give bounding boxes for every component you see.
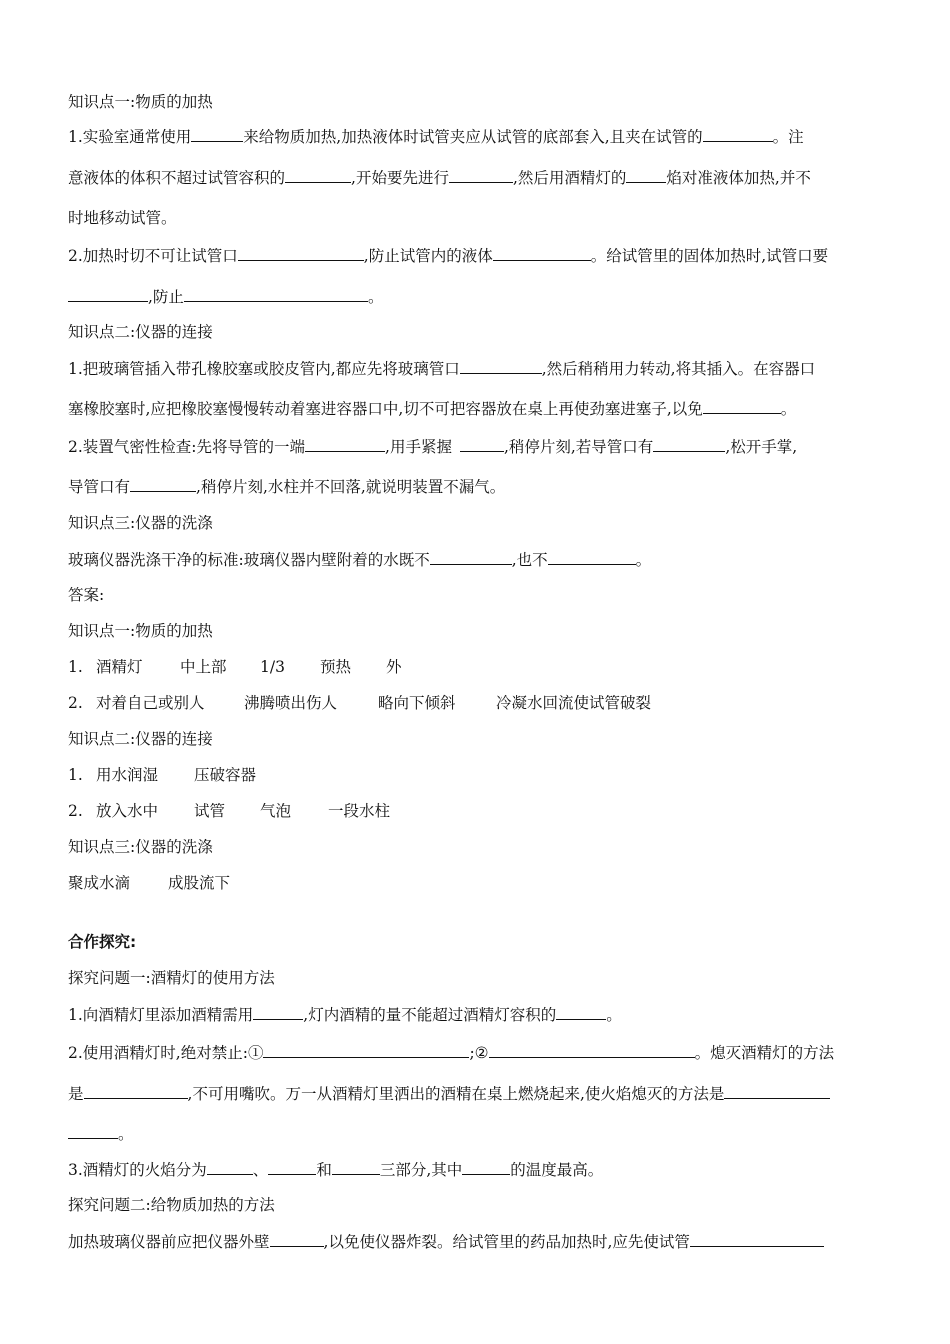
question-text: 意液体的体积不超过试管容积的 bbox=[68, 169, 286, 187]
answer-number: 2. bbox=[68, 802, 83, 820]
question-text: 是 bbox=[68, 1085, 84, 1103]
answer-blank[interactable] bbox=[305, 436, 385, 452]
question-line bbox=[68, 436, 797, 457]
answer-item: 略向下倾斜 bbox=[378, 694, 456, 712]
question-text: 。给试管里的固体加热时,试管口要 bbox=[590, 247, 829, 265]
answer-row bbox=[68, 765, 256, 785]
answer-blank[interactable] bbox=[724, 1083, 830, 1099]
question-text: 的温度最高。 bbox=[510, 1161, 604, 1179]
answer-blank[interactable] bbox=[184, 286, 368, 302]
answer-row bbox=[68, 657, 402, 677]
question-text: ,防止 bbox=[148, 288, 184, 306]
answer-row bbox=[68, 801, 390, 821]
answer-blank[interactable] bbox=[191, 126, 243, 142]
answer-item: 酒精灯 bbox=[96, 658, 143, 676]
answer-blank[interactable] bbox=[130, 476, 196, 492]
question-text: ,不可用嘴吹。万一从酒精灯里洒出的酒精在桌上燃烧起来,使火焰熄灭的方法是 bbox=[187, 1085, 725, 1103]
answer-blank[interactable] bbox=[84, 1083, 188, 1099]
section-title: 知识点三:仪器的洗涤 bbox=[68, 514, 213, 532]
question-text: ,然后稍稍用力转动,将其插入。在容器口 bbox=[541, 360, 816, 378]
answer-blank[interactable] bbox=[430, 549, 512, 565]
answer-item: 试管 bbox=[194, 802, 226, 820]
question-text: 1.把玻璃管插入带孔橡胶塞或胶皮管内,都应先将玻璃管口 bbox=[68, 360, 460, 378]
question-text: ,用手紧握 bbox=[385, 438, 452, 456]
answer-blank[interactable] bbox=[449, 167, 513, 183]
question-text: 玻璃仪器洗涤干净的标准:玻璃仪器内壁附着的水既不 bbox=[68, 551, 430, 569]
answer-blank[interactable] bbox=[690, 1231, 824, 1247]
question-text: 。 bbox=[606, 1006, 622, 1024]
answer-item: 对着自己或别人 bbox=[96, 694, 205, 712]
question-text: 1.实验室通常使用 bbox=[68, 128, 192, 146]
answer-row bbox=[68, 693, 651, 713]
answer-blank[interactable] bbox=[68, 286, 148, 302]
answer-item: 沸腾喷出伤人 bbox=[244, 694, 338, 712]
question-line bbox=[68, 1123, 134, 1144]
question-text: ,灯内酒精的量不能超过酒精灯容积的 bbox=[303, 1006, 557, 1024]
question-text: 加热玻璃仪器前应把仪器外壁 bbox=[68, 1233, 270, 1251]
question-text: 、 bbox=[252, 1161, 269, 1179]
question-text: 。 bbox=[367, 288, 384, 306]
coop-heading: 合作探究: bbox=[68, 933, 137, 951]
question-line bbox=[68, 167, 811, 188]
question-text: 2.装置气密性检查:先将导管的一端 bbox=[68, 438, 306, 456]
question-text: 导管口有 bbox=[68, 478, 131, 496]
question-line bbox=[68, 245, 828, 266]
question-line bbox=[68, 549, 651, 570]
question-text: ,以免使仪器炸裂。给试管里的药品加热时,应先使试管 bbox=[323, 1233, 690, 1251]
question-text: 。 bbox=[635, 551, 652, 569]
answers-section-title: 知识点二:仪器的连接 bbox=[68, 730, 213, 748]
answer-item: 1/3 bbox=[260, 658, 285, 676]
question-line bbox=[68, 476, 505, 497]
answer-blank[interactable] bbox=[253, 1004, 303, 1020]
answer-blank[interactable] bbox=[626, 167, 666, 183]
answer-blank[interactable] bbox=[460, 436, 504, 452]
answer-number: 1. bbox=[68, 658, 83, 676]
inquiry-title: 探究问题二:给物质加热的方法 bbox=[68, 1196, 275, 1214]
answer-blank[interactable] bbox=[460, 358, 542, 374]
question-text: ,开始要先进行 bbox=[351, 169, 449, 187]
question-line bbox=[68, 1004, 622, 1025]
answer-item: 冷凝水回流使试管破裂 bbox=[496, 694, 652, 712]
section-title: 知识点二:仪器的连接 bbox=[68, 323, 213, 341]
answer-blank[interactable] bbox=[270, 1231, 324, 1247]
question-line bbox=[68, 1159, 603, 1180]
question-text: 1.向酒精灯里添加酒精需用 bbox=[68, 1006, 254, 1024]
answer-blank[interactable] bbox=[462, 1159, 510, 1175]
answer-item: 放入水中 bbox=[96, 802, 159, 820]
answer-blank[interactable] bbox=[703, 398, 781, 414]
question-text: 2.使用酒精灯时,绝对禁止:① bbox=[68, 1044, 264, 1062]
question-text: 三部分,其中 bbox=[379, 1161, 463, 1179]
question-line: 时地移动试管。 bbox=[68, 209, 177, 227]
answer-row bbox=[68, 873, 230, 893]
question-text: ,然后用酒精灯的 bbox=[512, 169, 627, 187]
question-text: 。 bbox=[118, 1125, 134, 1143]
question-text: 3.酒精灯的火焰分为 bbox=[68, 1161, 207, 1179]
section-title: 知识点一:物质的加热 bbox=[68, 93, 213, 111]
question-text: ,松开手掌, bbox=[725, 438, 798, 456]
question-text: 来给物质加热,加热液体时试管夹应从试管的底部套入,且夹在试管的 bbox=[243, 128, 703, 146]
question-text: 焰对准液体加热,并不 bbox=[666, 169, 811, 187]
answer-blank[interactable] bbox=[489, 1042, 695, 1058]
question-line bbox=[68, 1231, 824, 1252]
answer-item: 用水润湿 bbox=[96, 766, 159, 784]
question-text: 2.加热时切不可让试管口 bbox=[68, 247, 238, 265]
answer-blank[interactable] bbox=[207, 1159, 253, 1175]
answer-blank[interactable] bbox=[556, 1004, 606, 1020]
answer-item: 中上部 bbox=[180, 658, 227, 676]
question-text: ,也不 bbox=[511, 551, 548, 569]
answer-number: 1. bbox=[68, 766, 83, 784]
question-text: 塞橡胶塞时,应把橡胶塞慢慢转动着塞进容器口中,切不可把容器放在桌上再使劲塞进塞子,以免 bbox=[68, 400, 703, 418]
question-line bbox=[68, 398, 796, 419]
answer-blank[interactable] bbox=[68, 1123, 118, 1139]
question-line bbox=[68, 126, 804, 147]
question-line bbox=[68, 1083, 830, 1104]
question-line bbox=[68, 286, 383, 307]
answer-blank[interactable] bbox=[263, 1042, 469, 1058]
answer-item: 成股流下 bbox=[168, 874, 231, 892]
question-text: 和 bbox=[316, 1161, 332, 1179]
answer-number: 2. bbox=[68, 694, 83, 712]
inquiry-title: 探究问题一:酒精灯的使用方法 bbox=[68, 969, 275, 987]
question-text: ,防止试管内的液体 bbox=[363, 247, 493, 265]
question-line bbox=[68, 358, 815, 379]
answer-item: 压破容器 bbox=[194, 766, 257, 784]
question-text: 。注 bbox=[772, 128, 804, 146]
question-text: ,稍停片刻,水柱并不回落,就说明装置不漏气。 bbox=[196, 478, 506, 496]
answer-item: 气泡 bbox=[260, 802, 292, 820]
answer-blank[interactable] bbox=[548, 549, 636, 565]
answer-blank[interactable] bbox=[285, 167, 351, 183]
question-text: ;② bbox=[469, 1044, 489, 1062]
question-text: 。熄灭酒精灯的方法 bbox=[694, 1044, 835, 1062]
answers-section-title: 知识点三:仪器的洗涤 bbox=[68, 838, 213, 856]
question-text: 。 bbox=[780, 400, 797, 418]
answer-item: 一段水柱 bbox=[328, 802, 391, 820]
answer-blank[interactable] bbox=[653, 436, 725, 452]
question-text: ,稍停片刻,若导管口有 bbox=[503, 438, 654, 456]
answer-item: 聚成水滴 bbox=[68, 874, 131, 892]
answer-blank[interactable] bbox=[238, 245, 364, 261]
answers-label: 答案: bbox=[68, 586, 105, 604]
answer-item: 预热 bbox=[320, 658, 352, 676]
answer-blank[interactable] bbox=[332, 1159, 380, 1175]
question-line bbox=[68, 1042, 834, 1063]
answer-blank[interactable] bbox=[268, 1159, 316, 1175]
answer-blank[interactable] bbox=[493, 245, 591, 261]
answer-item: 外 bbox=[386, 658, 402, 676]
answers-section-title: 知识点一:物质的加热 bbox=[68, 622, 213, 640]
answer-blank[interactable] bbox=[703, 126, 773, 142]
